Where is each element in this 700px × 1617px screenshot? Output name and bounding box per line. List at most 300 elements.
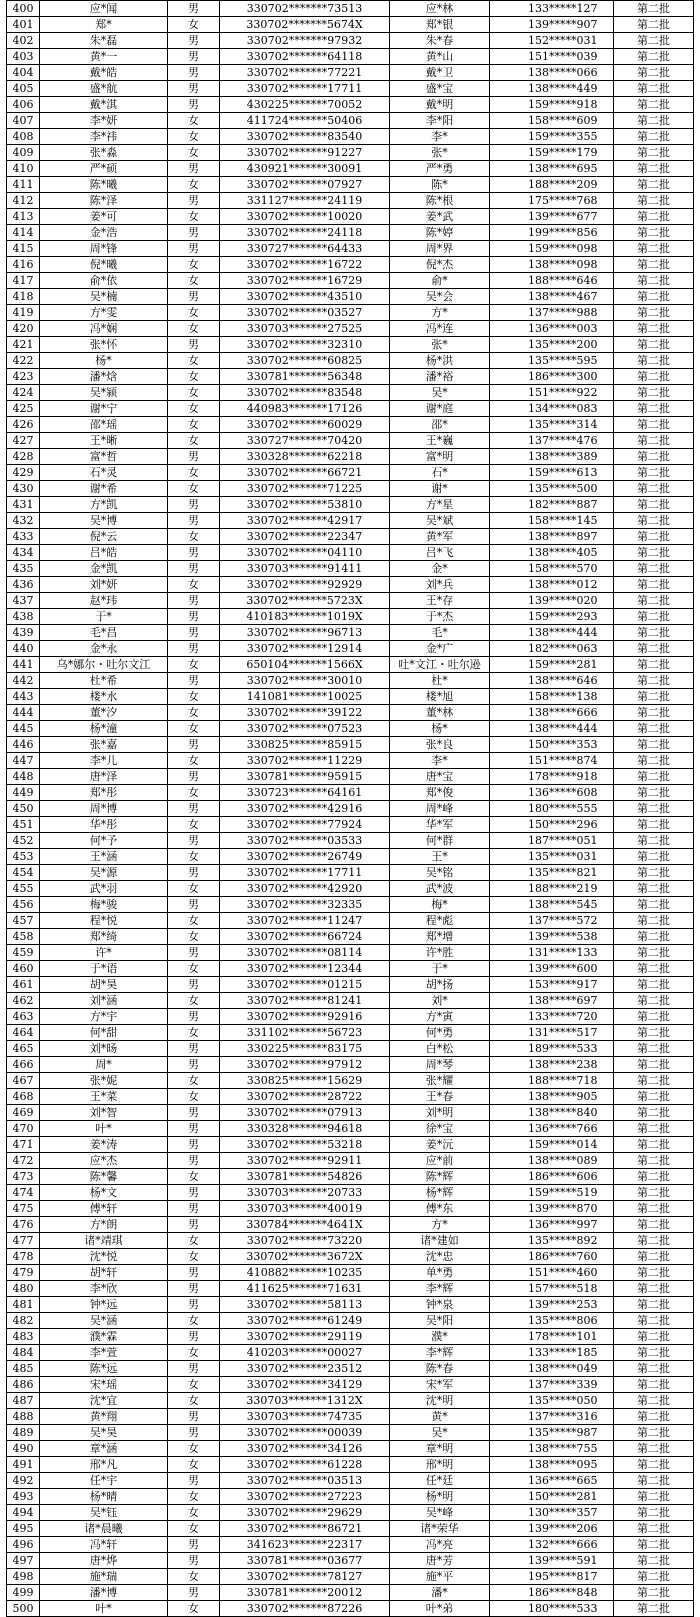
- phone-number-cell: 135*****200: [490, 337, 614, 353]
- batch-cell: 第二批: [614, 1473, 694, 1489]
- batch-cell: 第二批: [614, 817, 694, 833]
- row-number-cell: 446: [7, 737, 40, 753]
- batch-cell: 第二批: [614, 881, 694, 897]
- gender-cell: 男: [168, 1057, 220, 1073]
- student-name-cell: 倪*曦: [40, 257, 168, 273]
- student-name-cell: 应*闻: [40, 1, 168, 17]
- roster-table-body: [7, 1, 694, 1617]
- guardian-name-cell: 李*阳: [390, 113, 490, 129]
- phone-number-cell: 137*****476: [490, 433, 614, 449]
- student-name-cell: 于*: [40, 609, 168, 625]
- student-name-cell: 杜*希: [40, 673, 168, 689]
- student-name-cell: 吴*源: [40, 865, 168, 881]
- batch-cell: 第二批: [614, 1521, 694, 1537]
- id-number-cell: 330702*******16729: [220, 273, 390, 289]
- table-row: [7, 1553, 694, 1569]
- phone-number-cell: 188*****219: [490, 881, 614, 897]
- id-number-cell: 330702*******43510: [220, 289, 390, 305]
- phone-number-cell: 151*****460: [490, 1265, 614, 1281]
- phone-number-cell: 138*****666: [490, 705, 614, 721]
- phone-number-cell: 139*****907: [490, 17, 614, 33]
- batch-cell: 第二批: [614, 625, 694, 641]
- student-name-cell: 诸*靖琪: [40, 1233, 168, 1249]
- id-number-cell: 330702*******92911: [220, 1153, 390, 1169]
- batch-cell: 第二批: [614, 673, 694, 689]
- guardian-name-cell: 吴*峰: [390, 1505, 490, 1521]
- student-name-cell: 李*儿: [40, 753, 168, 769]
- guardian-name-cell: 富*明: [390, 449, 490, 465]
- id-number-cell: 330702*******07523: [220, 721, 390, 737]
- phone-number-cell: 138*****012: [490, 577, 614, 593]
- phone-number-cell: 139*****538: [490, 929, 614, 945]
- id-number-cell: 330702*******34129: [220, 1377, 390, 1393]
- guardian-name-cell: 谢*庭: [390, 401, 490, 417]
- phone-number-cell: 153*****917: [490, 977, 614, 993]
- student-name-cell: 乌*娜尔・吐尔文江: [40, 657, 168, 673]
- id-number-cell: 341623*******22317: [220, 1537, 390, 1553]
- table-row: [7, 321, 694, 337]
- row-number-cell: 471: [7, 1137, 40, 1153]
- gender-cell: 女: [168, 993, 220, 1009]
- row-number-cell: 453: [7, 849, 40, 865]
- table-row: [7, 641, 694, 657]
- table-row: [7, 465, 694, 481]
- phone-number-cell: 158*****138: [490, 689, 614, 705]
- phone-number-cell: 138*****897: [490, 529, 614, 545]
- id-number-cell: 330702*******61228: [220, 1457, 390, 1473]
- student-name-cell: 陈*曦: [40, 177, 168, 193]
- table-row: [7, 1169, 694, 1185]
- student-name-cell: 程*悦: [40, 913, 168, 929]
- id-number-cell: 330702*******32335: [220, 897, 390, 913]
- phone-number-cell: 138*****467: [490, 289, 614, 305]
- phone-number-cell: 152*****031: [490, 33, 614, 49]
- gender-cell: 女: [168, 177, 220, 193]
- guardian-name-cell: 吴*铭: [390, 865, 490, 881]
- batch-cell: 第二批: [614, 305, 694, 321]
- guardian-name-cell: 张*: [390, 337, 490, 353]
- batch-cell: 第二批: [614, 1025, 694, 1041]
- row-number-cell: 473: [7, 1169, 40, 1185]
- guardian-name-cell: 潘*: [390, 1585, 490, 1601]
- row-number-cell: 442: [7, 673, 40, 689]
- gender-cell: 男: [168, 1473, 220, 1489]
- gender-cell: 女: [168, 305, 220, 321]
- id-number-cell: 330702*******86721: [220, 1521, 390, 1537]
- student-name-cell: 董*汐: [40, 705, 168, 721]
- table-row: [7, 1265, 694, 1281]
- table-row: [7, 1393, 694, 1409]
- table-row: [7, 209, 694, 225]
- id-number-cell: 330702*******03513: [220, 1473, 390, 1489]
- student-name-cell: 王*菜: [40, 1089, 168, 1105]
- batch-cell: 第二批: [614, 865, 694, 881]
- gender-cell: 男: [168, 49, 220, 65]
- gender-cell: 女: [168, 961, 220, 977]
- guardian-name-cell: 吴*斌: [390, 513, 490, 529]
- phone-number-cell: 138*****095: [490, 1457, 614, 1473]
- guardian-name-cell: 倪*杰: [390, 257, 490, 273]
- student-name-cell: 王*涵: [40, 849, 168, 865]
- guardian-name-cell: 于*: [390, 961, 490, 977]
- gender-cell: 女: [168, 689, 220, 705]
- student-name-cell: 冯*轩: [40, 1537, 168, 1553]
- student-name-cell: 施*瑞: [40, 1569, 168, 1585]
- gender-cell: 男: [168, 865, 220, 881]
- gender-cell: 男: [168, 609, 220, 625]
- row-number-cell: 419: [7, 305, 40, 321]
- batch-cell: 第二批: [614, 465, 694, 481]
- row-number-cell: 486: [7, 1377, 40, 1393]
- batch-cell: 第二批: [614, 337, 694, 353]
- student-name-cell: 吴*博: [40, 513, 168, 529]
- phone-number-cell: 158*****145: [490, 513, 614, 529]
- id-number-cell: 330702*******3672X: [220, 1249, 390, 1265]
- phone-number-cell: 159*****014: [490, 1137, 614, 1153]
- gender-cell: 女: [168, 401, 220, 417]
- phone-number-cell: 182*****063: [490, 641, 614, 657]
- id-number-cell: 330702*******58113: [220, 1297, 390, 1313]
- table-row: [7, 657, 694, 673]
- guardian-name-cell: 方*: [390, 305, 490, 321]
- row-number-cell: 408: [7, 129, 40, 145]
- guardian-name-cell: 周*界: [390, 241, 490, 257]
- phone-number-cell: 151*****922: [490, 385, 614, 401]
- row-number-cell: 459: [7, 945, 40, 961]
- id-number-cell: 330702*******26749: [220, 849, 390, 865]
- batch-cell: 第二批: [614, 241, 694, 257]
- phone-number-cell: 137*****316: [490, 1409, 614, 1425]
- batch-cell: 第二批: [614, 1185, 694, 1201]
- batch-cell: 第二批: [614, 1313, 694, 1329]
- row-number-cell: 468: [7, 1089, 40, 1105]
- gender-cell: 女: [168, 433, 220, 449]
- row-number-cell: 404: [7, 65, 40, 81]
- id-number-cell: 330702*******03527: [220, 305, 390, 321]
- gender-cell: 男: [168, 193, 220, 209]
- student-name-cell: 黄*翔: [40, 1409, 168, 1425]
- batch-cell: 第二批: [614, 1265, 694, 1281]
- gender-cell: 男: [168, 625, 220, 641]
- gender-cell: 男: [168, 1137, 220, 1153]
- guardian-name-cell: 程*彪: [390, 913, 490, 929]
- row-number-cell: 439: [7, 625, 40, 641]
- guardian-name-cell: 朱*春: [390, 33, 490, 49]
- table-row: [7, 1217, 694, 1233]
- batch-cell: 第二批: [614, 193, 694, 209]
- guardian-name-cell: 楼*旭: [390, 689, 490, 705]
- batch-cell: 第二批: [614, 481, 694, 497]
- student-name-cell: 杨*文: [40, 1185, 168, 1201]
- gender-cell: 女: [168, 721, 220, 737]
- row-number-cell: 418: [7, 289, 40, 305]
- student-name-cell: 潘*焓: [40, 369, 168, 385]
- id-number-cell: 330727*******70420: [220, 433, 390, 449]
- row-number-cell: 409: [7, 145, 40, 161]
- phone-number-cell: 189*****533: [490, 1041, 614, 1057]
- batch-cell: 第二批: [614, 1121, 694, 1137]
- phone-number-cell: 138*****449: [490, 81, 614, 97]
- id-number-cell: 330702*******96713: [220, 625, 390, 641]
- id-number-cell: 330702*******11247: [220, 913, 390, 929]
- gender-cell: 男: [168, 513, 220, 529]
- row-number-cell: 401: [7, 17, 40, 33]
- table-row: [7, 945, 694, 961]
- gender-cell: 男: [168, 449, 220, 465]
- gender-cell: 女: [168, 1601, 220, 1617]
- guardian-name-cell: 杨*辉: [390, 1185, 490, 1201]
- gender-cell: 男: [168, 1105, 220, 1121]
- id-number-cell: 330702*******64118: [220, 49, 390, 65]
- guardian-name-cell: 杨*洪: [390, 353, 490, 369]
- id-number-cell: 331102*******56723: [220, 1025, 390, 1041]
- table-row: [7, 785, 694, 801]
- table-row: [7, 753, 694, 769]
- guardian-name-cell: 毛*: [390, 625, 490, 641]
- guardian-name-cell: 沈*忠: [390, 1249, 490, 1265]
- row-number-cell: 448: [7, 769, 40, 785]
- gender-cell: 男: [168, 897, 220, 913]
- id-number-cell: 330702*******28722: [220, 1089, 390, 1105]
- table-row: [7, 1249, 694, 1265]
- batch-cell: 第二批: [614, 593, 694, 609]
- batch-cell: 第二批: [614, 785, 694, 801]
- phone-number-cell: 136*****997: [490, 1217, 614, 1233]
- guardian-name-cell: 张*: [390, 145, 490, 161]
- student-name-cell: 宋*瑶: [40, 1377, 168, 1393]
- row-number-cell: 421: [7, 337, 40, 353]
- table-row: [7, 801, 694, 817]
- table-row: [7, 225, 694, 241]
- row-number-cell: 429: [7, 465, 40, 481]
- batch-cell: 第二批: [614, 1137, 694, 1153]
- batch-cell: 第二批: [614, 289, 694, 305]
- gender-cell: 女: [168, 817, 220, 833]
- row-number-cell: 458: [7, 929, 40, 945]
- row-number-cell: 467: [7, 1073, 40, 1089]
- student-name-cell: 谢*希: [40, 481, 168, 497]
- guardian-name-cell: 诸*建如: [390, 1233, 490, 1249]
- batch-cell: 第二批: [614, 913, 694, 929]
- gender-cell: 女: [168, 1505, 220, 1521]
- guardian-name-cell: 吴*: [390, 1425, 490, 1441]
- row-number-cell: 485: [7, 1361, 40, 1377]
- guardian-name-cell: 严*勇: [390, 161, 490, 177]
- guardian-name-cell: 唐*芳: [390, 1553, 490, 1569]
- batch-cell: 第二批: [614, 33, 694, 49]
- row-number-cell: 412: [7, 193, 40, 209]
- student-name-cell: 邵*瑶: [40, 417, 168, 433]
- gender-cell: 女: [168, 113, 220, 129]
- row-number-cell: 479: [7, 1265, 40, 1281]
- gender-cell: 男: [168, 289, 220, 305]
- phone-number-cell: 159*****293: [490, 609, 614, 625]
- student-name-cell: 钟*远: [40, 1297, 168, 1313]
- gender-cell: 女: [168, 529, 220, 545]
- guardian-name-cell: 宋*军: [390, 1377, 490, 1393]
- gender-cell: 男: [168, 977, 220, 993]
- student-name-cell: 王*晰: [40, 433, 168, 449]
- phone-number-cell: 158*****570: [490, 561, 614, 577]
- guardian-name-cell: 何*勇: [390, 1025, 490, 1041]
- table-row: [7, 305, 694, 321]
- gender-cell: 女: [168, 1089, 220, 1105]
- student-name-cell: 倪*云: [40, 529, 168, 545]
- batch-cell: 第二批: [614, 129, 694, 145]
- guardian-name-cell: 梅*: [390, 897, 490, 913]
- row-number-cell: 447: [7, 753, 40, 769]
- id-number-cell: 330702*******12914: [220, 641, 390, 657]
- guardian-name-cell: 诸*荣华: [390, 1521, 490, 1537]
- student-name-cell: 方*雯: [40, 305, 168, 321]
- phone-number-cell: 151*****874: [490, 753, 614, 769]
- table-row: [7, 1281, 694, 1297]
- row-number-cell: 405: [7, 81, 40, 97]
- gender-cell: 男: [168, 1041, 220, 1057]
- gender-cell: 男: [168, 161, 220, 177]
- row-number-cell: 431: [7, 497, 40, 513]
- guardian-name-cell: 叶*弟: [390, 1601, 490, 1617]
- guardian-name-cell: 邢*明: [390, 1457, 490, 1473]
- guardian-name-cell: 黄*: [390, 1409, 490, 1425]
- id-number-cell: 330703*******40019: [220, 1201, 390, 1217]
- id-number-cell: 330781*******56348: [220, 369, 390, 385]
- student-name-cell: 武*羽: [40, 881, 168, 897]
- gender-cell: 男: [168, 1185, 220, 1201]
- row-number-cell: 466: [7, 1057, 40, 1073]
- id-number-cell: 330702*******03533: [220, 833, 390, 849]
- table-row: [7, 1041, 694, 1057]
- row-number-cell: 427: [7, 433, 40, 449]
- phone-number-cell: 131*****133: [490, 945, 614, 961]
- table-row: [7, 1057, 694, 1073]
- batch-cell: 第二批: [614, 17, 694, 33]
- table-row: [7, 193, 694, 209]
- guardian-name-cell: 李*辉: [390, 1345, 490, 1361]
- guardian-name-cell: 王*春: [390, 1089, 490, 1105]
- guardian-name-cell: 应*林: [390, 1, 490, 17]
- table-row: [7, 1025, 694, 1041]
- table-row: [7, 1521, 694, 1537]
- row-number-cell: 492: [7, 1473, 40, 1489]
- gender-cell: 女: [168, 369, 220, 385]
- row-number-cell: 420: [7, 321, 40, 337]
- batch-cell: 第二批: [614, 1153, 694, 1169]
- student-name-cell: 梅*骏: [40, 897, 168, 913]
- table-row: [7, 1, 694, 17]
- guardian-name-cell: 金*广: [390, 641, 490, 657]
- table-row: [7, 529, 694, 545]
- table-row: [7, 1105, 694, 1121]
- batch-cell: 第二批: [614, 1345, 694, 1361]
- id-number-cell: 650104*******1566X: [220, 657, 390, 673]
- batch-cell: 第二批: [614, 1601, 694, 1617]
- batch-cell: 第二批: [614, 145, 694, 161]
- table-row: [7, 1121, 694, 1137]
- id-number-cell: 330702*******29629: [220, 1505, 390, 1521]
- student-name-cell: 陈*远: [40, 1361, 168, 1377]
- batch-cell: 第二批: [614, 369, 694, 385]
- student-name-cell: 张*妮: [40, 1073, 168, 1089]
- batch-cell: 第二批: [614, 689, 694, 705]
- guardian-name-cell: 李*: [390, 129, 490, 145]
- table-row: [7, 609, 694, 625]
- row-number-cell: 413: [7, 209, 40, 225]
- phone-number-cell: 135*****500: [490, 481, 614, 497]
- row-number-cell: 414: [7, 225, 40, 241]
- table-row: [7, 433, 694, 449]
- batch-cell: 第二批: [614, 273, 694, 289]
- gender-cell: 女: [168, 1345, 220, 1361]
- gender-cell: 女: [168, 1377, 220, 1393]
- guardian-name-cell: 单*勇: [390, 1265, 490, 1281]
- batch-cell: 第二批: [614, 177, 694, 193]
- row-number-cell: 402: [7, 33, 40, 49]
- student-name-cell: 金*永: [40, 641, 168, 657]
- student-name-cell: 陈*馨: [40, 1169, 168, 1185]
- row-number-cell: 428: [7, 449, 40, 465]
- guardian-name-cell: 姜*沅: [390, 1137, 490, 1153]
- table-row: [7, 1569, 694, 1585]
- phone-number-cell: 180*****533: [490, 1601, 614, 1617]
- row-number-cell: 411: [7, 177, 40, 193]
- row-number-cell: 464: [7, 1025, 40, 1041]
- table-row: [7, 1345, 694, 1361]
- table-row: [7, 145, 694, 161]
- guardian-name-cell: 戴*明: [390, 97, 490, 113]
- row-number-cell: 475: [7, 1201, 40, 1217]
- guardian-name-cell: 李*: [390, 753, 490, 769]
- gender-cell: 女: [168, 209, 220, 225]
- row-number-cell: 481: [7, 1297, 40, 1313]
- gender-cell: 女: [168, 1441, 220, 1457]
- table-row: [7, 33, 694, 49]
- row-number-cell: 440: [7, 641, 40, 657]
- table-row: [7, 625, 694, 641]
- student-name-cell: 胡*昊: [40, 977, 168, 993]
- phone-number-cell: 186*****848: [490, 1585, 614, 1601]
- row-number-cell: 491: [7, 1457, 40, 1473]
- gender-cell: 男: [168, 1217, 220, 1233]
- phone-number-cell: 135*****892: [490, 1233, 614, 1249]
- guardian-name-cell: 许*胜: [390, 945, 490, 961]
- batch-cell: 第二批: [614, 1393, 694, 1409]
- gender-cell: 女: [168, 1073, 220, 1089]
- table-row: [7, 273, 694, 289]
- table-row: [7, 545, 694, 561]
- batch-cell: 第二批: [614, 1457, 694, 1473]
- id-number-cell: 440983*******17126: [220, 401, 390, 417]
- guardian-name-cell: 何*群: [390, 833, 490, 849]
- id-number-cell: 330703*******1312X: [220, 1393, 390, 1409]
- student-name-cell: 胡*轩: [40, 1265, 168, 1281]
- gender-cell: 男: [168, 641, 220, 657]
- batch-cell: 第二批: [614, 737, 694, 753]
- id-number-cell: 430225*******70052: [220, 97, 390, 113]
- id-number-cell: 330702*******17711: [220, 865, 390, 881]
- row-number-cell: 457: [7, 913, 40, 929]
- phone-number-cell: 131*****517: [490, 1025, 614, 1041]
- table-row: [7, 1329, 694, 1345]
- batch-cell: 第二批: [614, 1329, 694, 1345]
- phone-number-cell: 139*****253: [490, 1297, 614, 1313]
- phone-number-cell: 135*****031: [490, 849, 614, 865]
- student-name-cell: 黄*一: [40, 49, 168, 65]
- guardian-name-cell: 沈*明: [390, 1393, 490, 1409]
- student-name-cell: 李*欣: [40, 1281, 168, 1297]
- phone-number-cell: 159*****519: [490, 1185, 614, 1201]
- student-name-cell: 戴*皓: [40, 65, 168, 81]
